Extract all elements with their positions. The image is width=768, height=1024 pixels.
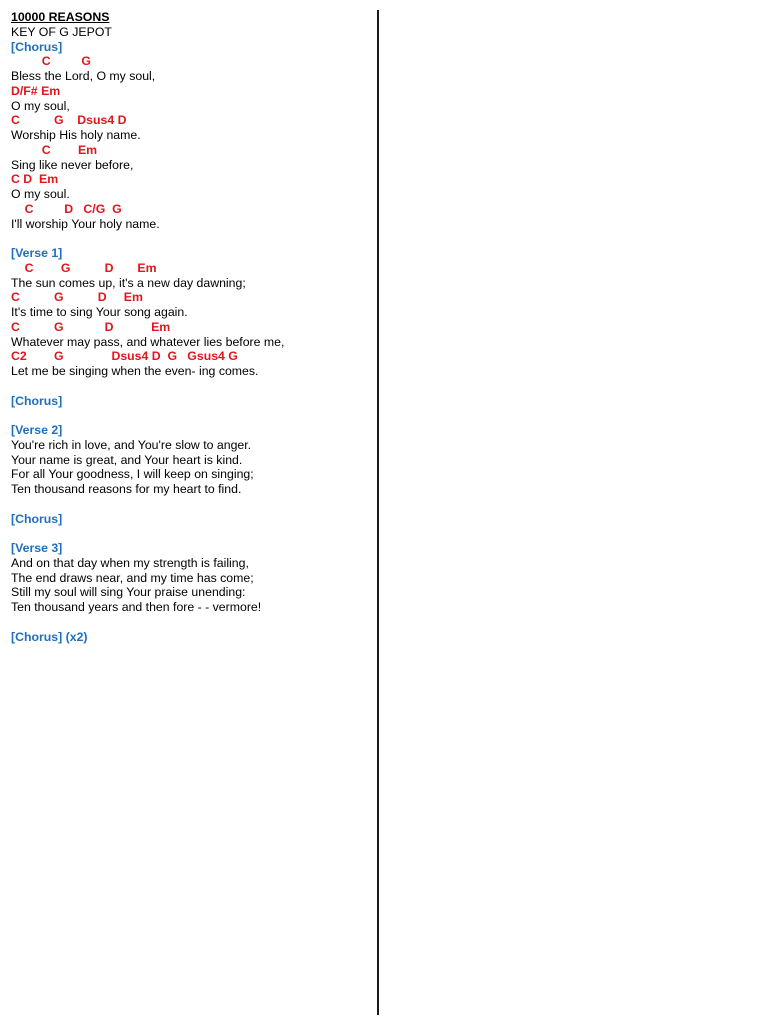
lyric-line: The end draws near, and my time has come; xyxy=(11,570,254,585)
chord-line: C G Dsus4 D xyxy=(11,113,127,128)
lyric-line: I'll worship Your holy name. xyxy=(11,216,160,231)
chorus-reference: [Chorus] xyxy=(11,393,63,408)
chord-line: C G xyxy=(11,54,91,69)
verse2-heading: [Verse 2] xyxy=(11,423,63,437)
lyric-line: And on that day when my strength is failing, xyxy=(11,555,249,570)
chord-line: C2 G Dsus4 D G Gsus4 G xyxy=(11,349,238,364)
key-line: KEY OF G JEPOT xyxy=(11,24,112,39)
song-title: 10000 REASONS xyxy=(11,10,110,24)
lyric-line: For all Your goodness, I will keep on singing; xyxy=(11,467,254,482)
lyric-line: Ten thousand reasons for my heart to find. xyxy=(11,482,242,496)
chord-line: D/F# Em xyxy=(11,83,61,98)
lyric-line: It's time to sing Your song again. xyxy=(11,305,188,319)
lyric-line: Your name is great, and Your heart is kind. xyxy=(11,452,243,467)
lyric-line: You're rich in love, and You're slow to anger. xyxy=(11,437,252,452)
lyric-line: Worship His holy name. xyxy=(11,128,141,142)
spacer xyxy=(11,379,371,394)
chord-line: C G D Em xyxy=(11,260,157,275)
lyric-line: Still my soul will sing Your praise unending: xyxy=(11,585,246,600)
chord-line: C D C/G G xyxy=(11,201,122,216)
lyric-line: Whatever may pass, and whatever lies before me, xyxy=(11,334,285,349)
lyric-line: Ten thousand years and then fore - - vermore! xyxy=(11,600,262,614)
chorus-reference: [Chorus] xyxy=(11,511,63,526)
chorus-reference-final: [Chorus] (x2) xyxy=(11,629,88,644)
verse1-heading: [Verse 1] xyxy=(11,246,63,260)
spacer xyxy=(11,615,371,630)
lyric-line: The sun comes up, it's a new day dawning; xyxy=(11,275,246,290)
song-sheet xyxy=(11,10,371,644)
column-divider xyxy=(377,10,379,1015)
lyric-line: Let me be singing when the even- ing comes. xyxy=(11,364,259,378)
chord-line: C D Em xyxy=(11,172,59,187)
spacer xyxy=(11,526,371,541)
spacer xyxy=(11,231,371,246)
lyric-line: Sing like never before, xyxy=(11,157,134,172)
verse3-heading: [Verse 3] xyxy=(11,541,63,555)
lyric-line: O my soul. xyxy=(11,187,70,201)
chord-line: C G D Em xyxy=(11,290,143,305)
chord-line: C Em xyxy=(11,142,98,157)
chord-line: C G D Em xyxy=(11,319,171,334)
spacer xyxy=(11,408,371,423)
lyric-line: Bless the Lord, O my soul, xyxy=(11,69,156,83)
lyric-line: O my soul, xyxy=(11,98,70,113)
chorus-heading: [Chorus] xyxy=(11,39,63,54)
spacer xyxy=(11,497,371,512)
